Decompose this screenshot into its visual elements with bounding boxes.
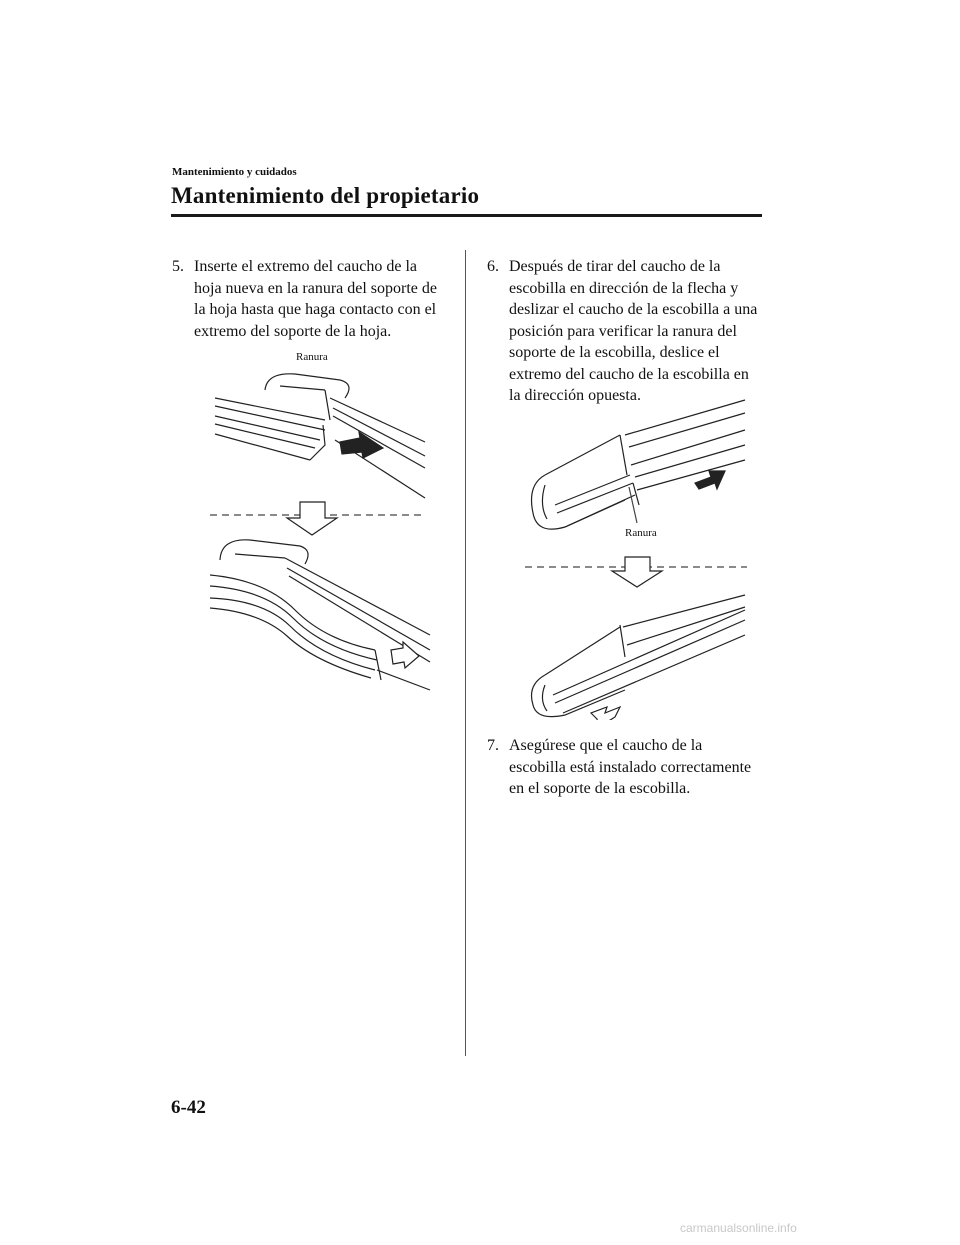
wiper-blade-top-view [215,374,425,498]
wiper-blade-bottom-view [210,540,430,690]
step-text: Asegúrese que el caucho de la escobilla está instalado correctamente en el soporte de la escobilla. [509,737,752,797]
pull-arrow-icon [695,471,725,489]
wiper-blade-bottom-view [532,595,746,720]
down-arrow-icon [287,502,337,535]
wiper-blade-top-view [532,400,746,529]
page-number: 6-42 [171,1097,206,1118]
column-divider [465,250,466,1056]
step-text: Inserte el extremo del caucho de la hoja nueva en la ranura del soporte de la hoja hasta que haga contacto con el extremo del soporte de la hoja. [194,258,438,340]
step-number: 5. [172,258,184,275]
groove-callout: Ranura [625,527,657,539]
watermark: carmanualsonline.info [680,1221,797,1235]
header-rule [171,214,762,217]
wiper-insert-illustration [205,350,435,695]
push-arrow-icon [340,432,383,458]
return-arrow-icon [591,707,620,720]
step-number: 7. [487,737,499,754]
step-7 [487,735,763,800]
wiper-slide-illustration [525,395,750,720]
step-5 [172,256,442,342]
step-text: Después de tirar del caucho de la escobilla en dirección de la flecha y deslizar el caucho de la escobilla a una posición para verificar la ranura del soporte de la escobilla, deslice el extremo del caucho de la escobilla en la dirección opuesta. [509,258,758,404]
groove-callout: Ranura [296,351,328,363]
section-label: Mantenimiento y cuidados [172,166,297,178]
slide-arrow-icon [391,642,419,668]
step-6 [487,256,763,407]
page-title: Mantenimiento del propietario [171,183,480,208]
down-arrow-icon [612,557,662,587]
step-number: 6. [487,258,499,275]
